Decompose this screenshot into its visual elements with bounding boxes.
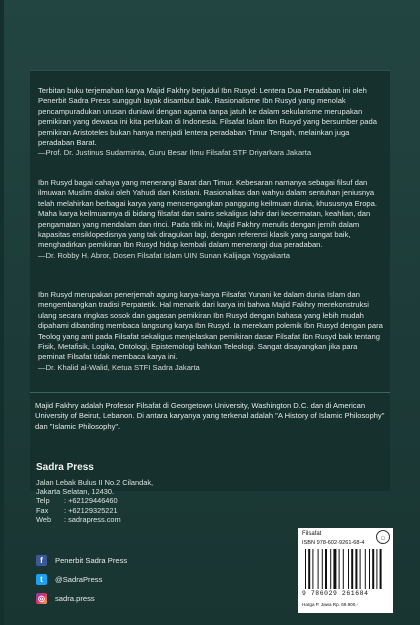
address-line: Jakarta Selatan, 12430. [36, 487, 115, 497]
telp-label: Telp [36, 496, 50, 506]
social-label: @SadraPress [55, 575, 103, 584]
endorsement-2 [38, 178, 383, 261]
barcode-bar [318, 549, 319, 589]
telp-row [36, 496, 256, 505]
endorsement-3 [38, 290, 383, 373]
telp-value: : +62129446460 [64, 496, 118, 506]
about-author: Majid Fakhry adalah Profesor Filsafat di Georgetown University, Washington D.C. dan di American University of Beirut, Lebanon. Di antara karyanya yang terkenal adalah "A History of Islamic Philosophy" dan "Islamic Philosophy". [35, 401, 385, 431]
web-label: Web [36, 514, 52, 524]
barcode-bar [330, 549, 331, 589]
divider [30, 392, 390, 393]
endorsement-attribution: —Dr. Khalid al-Walid, Ketua STFI Sadra Jakarta [38, 362, 200, 372]
instagram-icon: ◎ [36, 593, 47, 604]
barcode-bar [376, 549, 377, 589]
barcode [304, 549, 388, 589]
endorsement-attribution: —Prof. Dr. Justinus Sudarminta, Guru Besar Ilmu Filsafat STF Driyarkara Jakarta [38, 148, 312, 158]
barcode-bar [312, 549, 313, 589]
barcode-bar [333, 549, 336, 589]
isbn-label [298, 528, 393, 613]
endorsement-1 [38, 86, 383, 159]
endorsement-text: Terbitan buku terjemahan karya Majid Fakhry berjudul Ibn Rusyd: Lentera Dua Peradaban ini oleh Penerbit Sadra Press sungguh layak disambut baik. Rasionalisme Ibn Rusyd yang menolak pencampuradukan urusan duniawi dengan agama tanpa jatuh ke dalam sekularisme merupakan pemikiran yang dewasa ini kita perlukan di Indonesia. Filsafat Islam Ibn Rusyd yang bersumber pada pemikiran Aristoteles bukan hanya menjadi lentera peradaban Timur Tengah, melainkan juga peradaban Barat. [38, 86, 377, 148]
barcode-bar [355, 549, 357, 589]
publisher-name: Sadra Press [36, 462, 94, 473]
endorsement-text: Ibn Rusyd bagai cahaya yang menerangi Barat dan Timur. Kebesaran namanya sebagai filsuf dan ilmuwan Muslim diakui oleh Yahudi dan Kristiani. Rasionalitas dan wahyu dalam sentuhan jeniusnya telah melahirkan berbagai karya yang mencengangkan panggung keilmuan dunia, khususnya Eropa. Maha karya keilmuannya di bidang filsafat dan sains sekaligus lahir dari kecermatan, keahlian, dan pengamatan yang mendalam dan rinci. Pada titik ini, Majid Fakhry menulis dengan jernih dalam kapasitas ensiklopedisnya yang tak diragukan lagi, dengan referensi klasik yang sangat baik, menghadirkan pemikiran Ibn Rusyd hidup kembali dalam menerangi dua peradaban. [38, 178, 377, 250]
barcode-bar [372, 549, 374, 589]
fax-label: Fax [36, 505, 49, 515]
publisher-info [36, 462, 256, 524]
barcode-bar [360, 549, 361, 589]
category-label: Filsafat [302, 531, 322, 537]
endorsement-attribution: —Dr. Robby H. Abror, Dosen Filsafat Islam UIN Sunan Kalijaga Yogyakarta [38, 250, 290, 260]
social-label: sadra.press [55, 594, 95, 603]
barcode-bar [308, 549, 310, 589]
social-label: Penerbit Sadra Press [55, 556, 128, 565]
barcode-bar [369, 549, 370, 589]
seal-icon: ◯ [376, 530, 390, 544]
barcode-bar [365, 549, 366, 589]
facebook-icon: f [36, 555, 47, 566]
barcode-bar [305, 549, 306, 589]
publisher-address [36, 478, 256, 524]
web-value: : sadrapress.com [64, 514, 121, 524]
fax-value: : +62129325221 [64, 505, 118, 515]
isbn-text: ISBN 978-602-9261-68-4 [302, 540, 365, 546]
barcode-bar [322, 549, 323, 589]
barcode-bar [380, 549, 382, 589]
barcode-bar [351, 549, 353, 589]
address-line: Jalan Lebak Bulus II No.2 Cilandak, [36, 478, 154, 487]
barcode-digits: 9 786029 261684 [302, 590, 369, 597]
twitter-icon: t [36, 574, 47, 585]
fax-row [36, 506, 256, 515]
social-facebook [36, 555, 236, 566]
spine-edge [0, 0, 4, 625]
endorsement-text: Ibn Rusyd merupakan penerjemah agung karya-karya Filsafat Yunani ke dalam dunia Islam dan mengembangkan tradisi Perpatetik. Hal menarik dari karya ini bahwa Majid Fakhry merekonstruksi ulang secara ringkas sosok dan gagasan pemikiran Ibn Rusyd dengan bahasa yang lebih mudah dipahami dibanding membaca langsung karya Ibn Rusyd. Ia merekam polemik Ibn Rusyd dengan para Teolog yang anti pada Filsafat sekaligus menjelaskan pemikiran dasar Filsafat Ibn Rusyd baik tentang Fisik, Metafisik, Logika, Ontologi, Epistemologi bahkan Teleologi. Sangat disayangkan jika para peminat Filsafat tidak membaca karya ini. [38, 290, 383, 362]
barcode-bar [339, 549, 340, 589]
barcode-bar [343, 549, 344, 589]
price-label: Harga P. Jawa Rp. 69.900,- [302, 602, 359, 607]
barcode-bar [348, 549, 349, 589]
barcode-bar [325, 549, 327, 589]
web-row [36, 515, 256, 524]
social-instagram [36, 593, 236, 604]
social-twitter [36, 574, 236, 585]
